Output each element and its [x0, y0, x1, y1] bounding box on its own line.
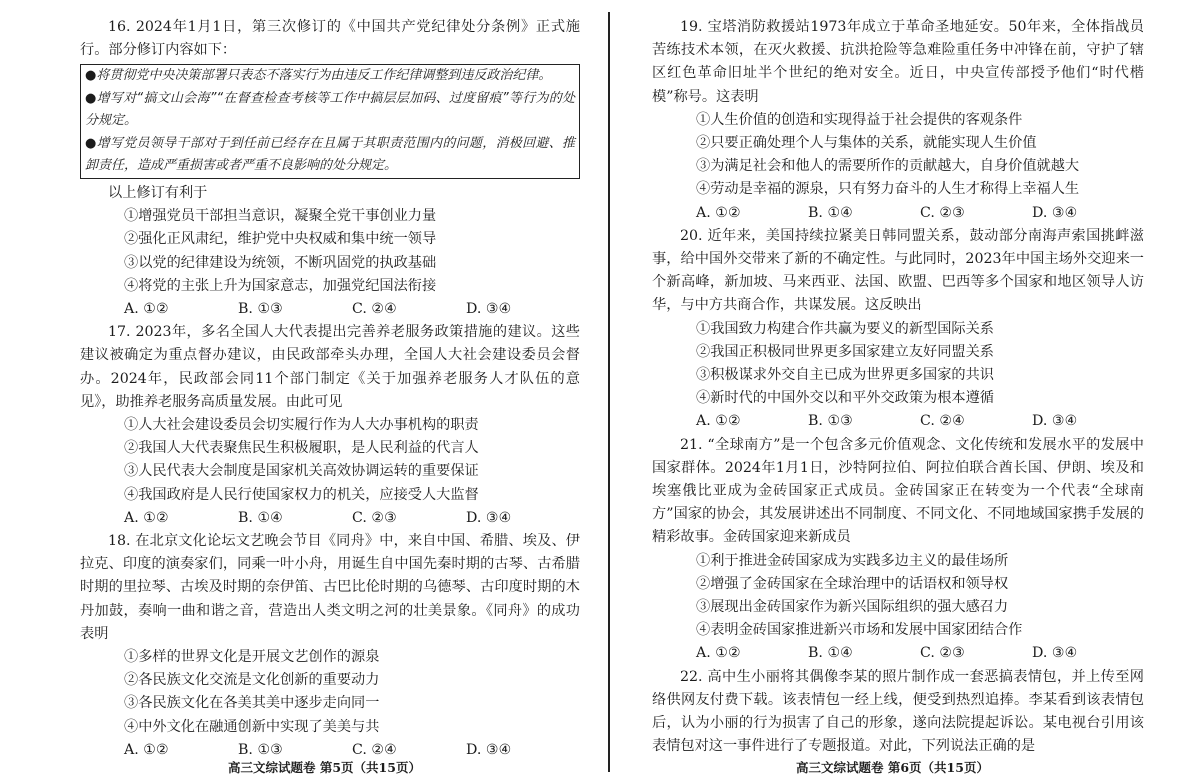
statement-option: ②强化正风肃纪，维护党中央权威和集中统一领导	[124, 231, 437, 248]
revision-item: ●将贯彻党中央决策部署只表态不落实行为由违反工作纪律调整到违反政治纪律。	[85, 68, 552, 84]
question-22	[652, 666, 1144, 759]
statement-option: ②各民族文化交流是文化创新的重要动力	[124, 672, 380, 689]
statement-option: ④我国政府是人民行使国家权力的机关，应接受人大监督	[124, 486, 479, 503]
question-16-stem: 16. 2024年1月1日，第三次修订的《中国共产党纪律处分条例》正式施行。部分修订内容如下：	[80, 19, 580, 59]
answer-choices	[652, 642, 1144, 665]
answer-choices	[652, 202, 1144, 225]
statement-option: ④劳动是幸福的源泉，只有努力奋斗的人生才称得上幸福人生	[696, 181, 1080, 198]
question-18-stem: 18. 在北京文化论坛文艺晚会节目《同舟》中，来自中国、希腊、埃及、伊拉克、印度的演奏家们，同乘一叶小舟，用诞生自中国先秦时期的古琴、古希腊时期的里拉琴、古埃及时期的奈伊笛、古巴比伦时期的乌德琴、古印度时期的木丹加鼓，奏响一曲和谐之音，营造出人类文明之河的壮美景象。《同舟》的成功表明	[80, 532, 580, 642]
statement-option: ①增强党员干部担当意识，凝聚全党干事创业力量	[124, 208, 437, 225]
question-22-stem: 22. 高中生小丽将其偶像李某的照片制作成一套恶搞表情包，并上传至网络供网友付费下载。该表情包一经上线，便受到热烈追捧。李某看到该表情包后，认为小丽的行为损害了自己的形象，遂向法院提起诉讼。某电视台引用该表情包对这一事件进行了专题报道。对此，下列说法正确的是	[652, 668, 1144, 755]
question-20-stem: 20. 近年来，美国持续拉紧美日韩同盟关系，鼓动部分南海声索国挑衅滋事，给中国外交带来了新的不确定性。与此同时，2023年中国主场外交迎来一个新高峰，新加坡、马来西亚、法国、欧盟、巴西等多个国家和地区领导人访华，与中方共商合作，共谋发展。这反映出	[652, 227, 1144, 314]
question-17-stem: 17. 2023年，多名全国人大代表提出完善养老服务政策措施的建议。这些建议被确定为重点督办建议，由民政部牵头办理，全国人大社会建设委员会督办。2024年，民政部会同11个部门制定《关于加强养老服务人才队伍的意见》，助推养老服务高质量发展。由此可见	[80, 324, 580, 410]
statement-option: ④将党的主张上升为国家意志，加强党纪国法衔接	[124, 277, 437, 294]
choice-c: C. ②④	[352, 300, 397, 317]
choice-b: B. ①④	[238, 509, 283, 526]
page-footer-left: 高三文综试题卷 第5页（共15页）	[228, 760, 421, 775]
choice-a: A. ①②	[696, 204, 741, 221]
answer-choices	[80, 507, 580, 530]
statement-option: ①多样的世界文化是开展文艺创作的源泉	[124, 648, 380, 665]
question-19	[652, 16, 1144, 225]
page-footer-right: 高三文综试题卷 第6页（共15页）	[796, 760, 989, 775]
statement-option: ③人民代表大会制度是国家机关高效协调运转的重要保证	[124, 463, 479, 480]
choice-a: A. ①②	[124, 300, 169, 317]
question-17	[80, 321, 580, 530]
question-16-lead: 以上修订有利于	[108, 184, 208, 201]
statement-option: ③积极谋求外交自主已成为世界更多国家的共识	[696, 367, 994, 384]
answer-choices	[80, 298, 580, 321]
statement-option: ④中外文化在融通创新中实现了美美与共	[124, 718, 380, 735]
question-21	[652, 434, 1144, 666]
statement-option: ②我国人大代表聚焦民生积极履职，是人民利益的代言人	[124, 440, 479, 457]
statement-option: ①利于推进金砖国家成为实践多边主义的最佳场所	[696, 552, 1009, 569]
revision-item: ●增写党员领导干部对于到任前已经存在且属于其职责范围内的问题，消极回避、推卸责任，造成严重损害或者严重不良影响的处分规定。	[85, 135, 575, 174]
choice-a: A. ①②	[696, 645, 741, 662]
statement-option: ②只要正确处理个人与集体的关系，就能实现人生价值	[696, 135, 1037, 152]
choice-a: A. ①②	[696, 413, 741, 430]
choice-b: B. ①③	[238, 741, 283, 758]
choice-a: A. ①②	[124, 741, 169, 758]
statement-option: ③各民族文化在各美其美中逐步走向同一	[124, 695, 380, 712]
choice-a: A. ①②	[124, 509, 169, 526]
statement-option: ①我国致力构建合作共赢为要义的新型国际关系	[696, 320, 994, 337]
choice-b: B. ①④	[808, 204, 853, 221]
revision-item: ●增写对“搞文山会海”“在督查检查考核等工作中搞层层加码、过度留痕”等行为的处分规定。	[85, 90, 575, 129]
choice-d: D. ③④	[466, 509, 512, 526]
choice-c: C. ②③	[920, 204, 965, 221]
revision-content-box	[80, 64, 580, 179]
choice-d: D. ③④	[466, 741, 512, 758]
answer-choices	[652, 410, 1144, 433]
question-20	[652, 225, 1144, 434]
choice-c: C. ②③	[352, 509, 397, 526]
choice-b: B. ①③	[808, 413, 853, 430]
statement-option: ①人大社会建设委员会切实履行作为人大办事机构的职责	[124, 416, 479, 433]
choice-d: D. ③④	[1032, 645, 1078, 662]
right-page	[652, 16, 1144, 759]
choice-b: B. ①④	[808, 645, 853, 662]
statement-option: ②我国正积极同世界更多国家建立友好同盟关系	[696, 343, 994, 360]
statement-option: ②增强了金砖国家在全球治理中的话语权和领导权	[696, 575, 1009, 592]
choice-c: C. ②④	[920, 413, 965, 430]
choice-d: D. ③④	[466, 300, 512, 317]
question-18	[80, 530, 580, 762]
statement-option: ③为满足社会和他人的需要所作的贡献越大，自身价值就越大	[696, 158, 1080, 175]
statement-option: ③以党的纪律建设为统领，不断巩固党的执政基础	[124, 254, 437, 271]
statement-option: ④表明金砖国家推进新兴市场和发展中国家团结合作	[696, 622, 1023, 639]
choice-c: C. ②③	[920, 645, 965, 662]
choice-d: D. ③④	[1032, 413, 1078, 430]
statement-option: ①人生价值的创造和实现得益于社会提供的客观条件	[696, 111, 1023, 128]
question-21-stem: 21. “全球南方”是一个包含多元价值观念、文化传统和发展水平的发展中国家群体。2024年1月1日，沙特阿拉伯、阿拉伯联合酋长国、伊朗、埃及和埃塞俄比亚成为金砖国家正式成员。金砖国家正在转变为一个代表“全球南方”国家的协会，其发展讲述出不同制度、不同文化、不同地域国家携手发展的精彩故事。金砖国家迎来新成员	[652, 436, 1144, 546]
statement-option: ③展现出金砖国家作为新兴国际组织的强大感召力	[696, 599, 1009, 616]
choice-d: D. ③④	[1032, 204, 1078, 221]
choice-c: C. ②④	[352, 741, 397, 758]
choice-b: B. ①③	[238, 300, 283, 317]
column-divider	[608, 12, 610, 772]
question-19-stem: 19. 宝塔消防救援站1973年成立于革命圣地延安。50年来，全体指战员苦练技术本领，在灭火救援、抗洪抢险等急难险重任务中冲锋在前，守护了辖区红色革命旧址半个世纪的绝对安全。近日，中央宣传部授予他们“时代楷模”称号。这表明	[652, 19, 1144, 105]
question-16	[80, 16, 580, 321]
statement-option: ④新时代的中国外交以和平外交政策为根本遵循	[696, 390, 994, 407]
left-page	[80, 16, 580, 762]
